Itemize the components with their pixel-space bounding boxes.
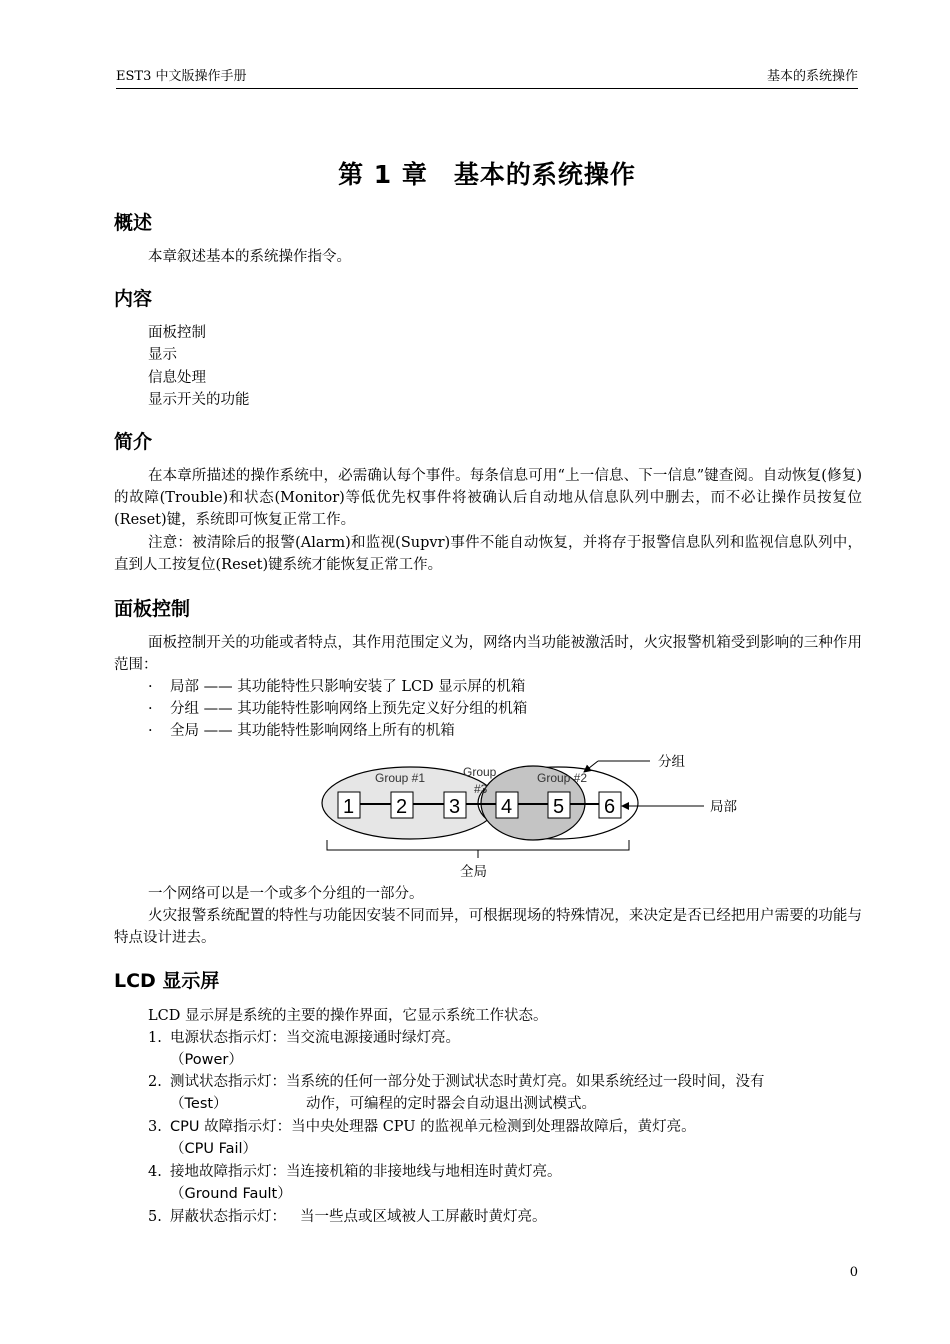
item-label: 电源状态指示灯： [170, 1030, 286, 1046]
lcd-item-test [148, 1071, 868, 1115]
item-text: 当连接机箱的非接地线与地相连时黄灯亮。 [286, 1164, 562, 1180]
bullet-text: 全局 —— 其功能特性影响网络上所有的机箱 [170, 723, 455, 739]
node-label: 3 [449, 796, 461, 818]
contents-heading: 内容 [114, 288, 153, 310]
overview-heading: 概述 [114, 212, 153, 234]
item-text-continued: 动作，可编程的定时器会自动退出测试模式。 [306, 1096, 596, 1112]
bullet-dot: · [148, 679, 153, 695]
item-sublabel: （CPU Fail） [170, 1141, 258, 1157]
item-label: CPU 故障指示灯： [170, 1119, 292, 1135]
item-number: 2. [148, 1074, 162, 1090]
scope-bullet-global [148, 720, 455, 742]
item-text: 当中央处理器 CPU 的监视单元检测到处理器故障后，黄灯亮。 [291, 1119, 696, 1135]
label-global: 全局 [460, 864, 487, 880]
lcd-item-disable [148, 1206, 868, 1228]
bullet-dot: · [148, 701, 153, 717]
node-label: 1 [343, 796, 355, 818]
node-label: 2 [396, 796, 408, 818]
global-bracket [327, 840, 629, 858]
contents-item-display: 显示 [148, 347, 177, 363]
item-number: 1. [148, 1030, 162, 1046]
bullet-dot: · [148, 723, 153, 739]
item-label: 屏蔽状态指示灯： [170, 1209, 286, 1225]
configuration-paragraph: 火灾报警系统配置的特性与功能因安装不同而异，可根据现场的特殊情况，来决定是否已经把用户需要的功能与特点设计进去。 [114, 908, 862, 946]
intro-heading: 简介 [114, 431, 153, 453]
item-sublabel: （Test） [170, 1096, 228, 1112]
item-number: 5. [148, 1209, 162, 1225]
chapter-title: 第 1 章 基本的系统操作 [338, 160, 636, 189]
item-number: 3. [148, 1119, 162, 1135]
item-text: 当交流电源接通时绿灯亮。 [286, 1030, 460, 1046]
node-label: 5 [553, 796, 565, 818]
panel-control-heading: 面板控制 [114, 598, 191, 620]
scope-diagram [300, 748, 770, 888]
running-header [116, 66, 858, 89]
bullet-text: 分组 —— 其功能特性影响网络上预先定义好分组的机箱 [170, 701, 528, 717]
item-sublabel: （Ground Fault） [170, 1186, 292, 1202]
item-label: 接地故障指示灯： [170, 1164, 286, 1180]
lcd-item-power [148, 1027, 868, 1071]
scope-bullet-group [148, 698, 527, 720]
intro-paragraph-2: 注意：被清除后的报警(Alarm)和监视(Supvr)事件不能自动恢复，并将存于报警信息队列和监视信息队列中，直到人工按复位(Reset)键系统才能恢复正常工作。 [114, 535, 862, 573]
item-number: 4. [148, 1164, 162, 1180]
group3-label-line1: Group [463, 765, 497, 779]
label-local: 局部 [710, 799, 737, 815]
item-text: 当一些点或区域被人工屏蔽时黄灯亮。 [300, 1209, 547, 1225]
contents-item-message-handling: 信息处理 [148, 370, 206, 386]
node-label: 4 [501, 796, 513, 818]
contents-item-display-switches: 显示开关的功能 [148, 392, 250, 408]
bullet-text: 局部 —— 其功能特性只影响安装了 LCD 显示屏的机箱 [170, 679, 526, 695]
panel-control-paragraph: 面板控制开关的功能或者特点，其作用范围定义为，网络内当功能被激活时，火灾报警机箱受到影响的三种作用范围： [114, 635, 862, 673]
group3-label-line2: #3 [474, 782, 488, 796]
group1-label: Group #1 [375, 771, 426, 785]
lcd-item-ground-fault [148, 1161, 868, 1205]
item-label: 测试状态指示灯： [170, 1074, 286, 1090]
overview-text: 本章叙述基本的系统操作指令。 [148, 249, 351, 265]
header-section-title: 基本的系统操作 [766, 69, 858, 84]
item-text: 当系统的任何一部分处于测试状态时黄灯亮。如果系统经过一段时间，没有 [286, 1074, 765, 1090]
header-manual-title: EST3 中文版操作手册 [116, 69, 247, 84]
node-label: 6 [604, 796, 616, 818]
page-number: 0 [849, 1265, 858, 1280]
group2-label: Group #2 [537, 771, 588, 785]
intro-paragraph-1: 在本章所描述的操作系统中，必需确认每个事件。每条信息可用“上一信息、下一信息”键查阅。自动恢复(修复)的故障(Trouble)和状态(Monitor)等低优先权事件将被确认后自动地从信息队列中删去，而不必让操作员按复位(Reset)键，系统即可恢复正常工作。 [114, 468, 862, 528]
contents-item-panel-control: 面板控制 [148, 325, 206, 341]
scope-bullet-local [148, 676, 525, 698]
lcd-intro: LCD 显示屏是系统的主要的操作界面，它显示系统工作状态。 [148, 1008, 548, 1024]
network-group-note: 一个网络可以是一个或多个分组的一部分。 [148, 886, 424, 902]
item-sublabel: （Power） [170, 1052, 243, 1068]
lcd-heading: LCD 显示屏 [114, 970, 220, 992]
lcd-item-cpu-fail [148, 1116, 868, 1160]
label-group: 分组 [658, 754, 685, 770]
